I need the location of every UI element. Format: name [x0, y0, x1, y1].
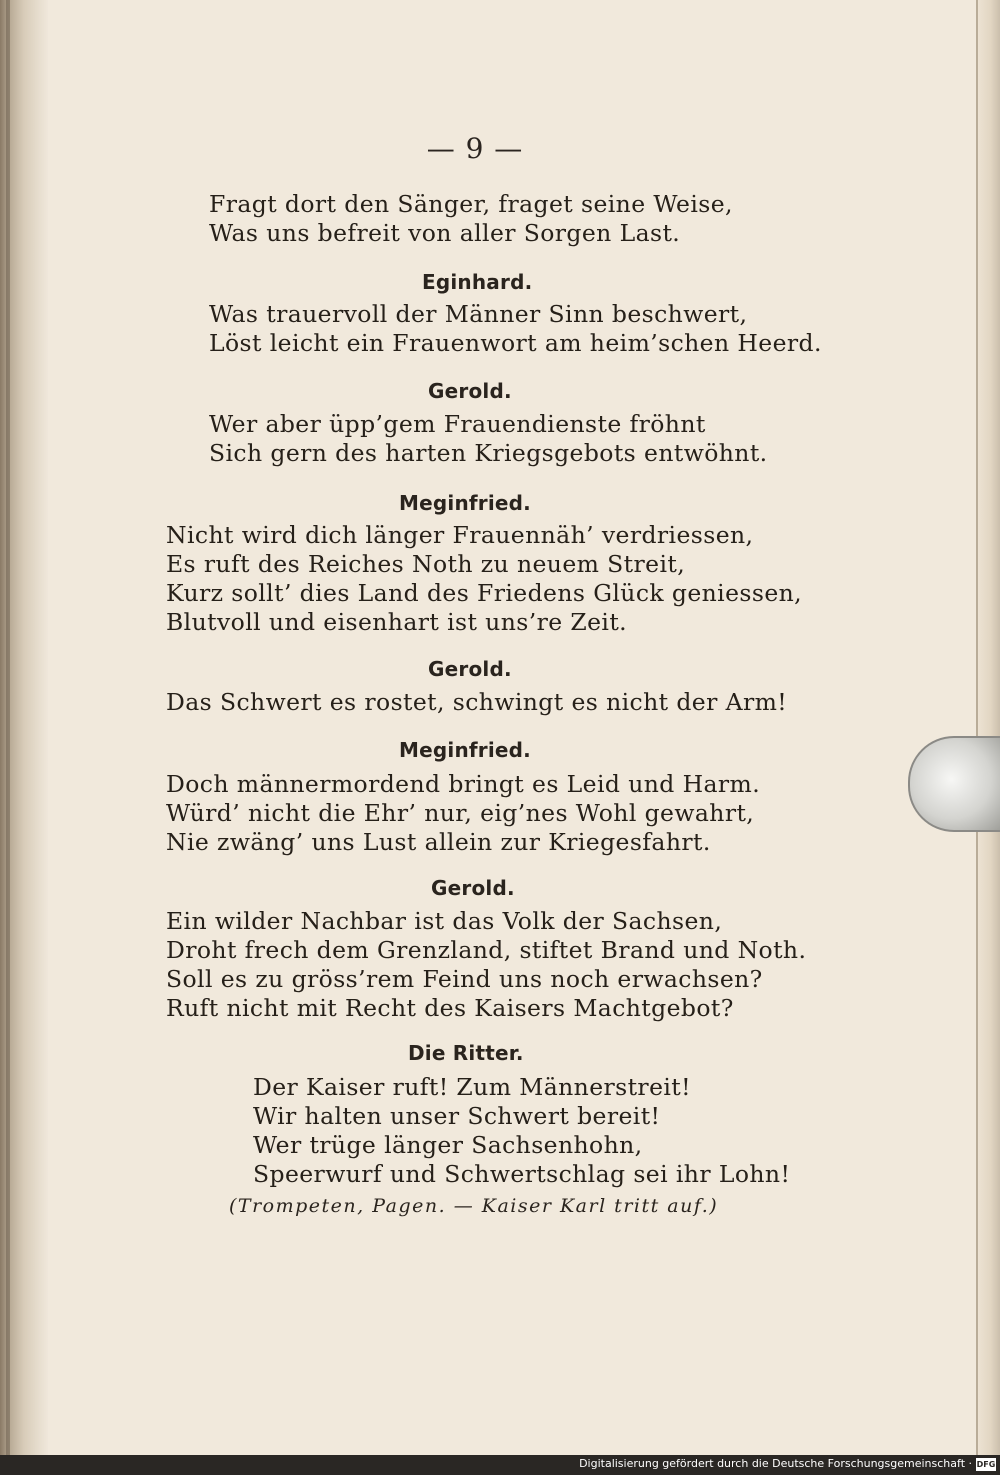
- verse-line: Wer aber üpp’gem Frauendienste fröhnt: [209, 410, 706, 438]
- verse-line: Nie zwäng’ uns Lust allein zur Kriegesfahrt.: [166, 828, 711, 856]
- verse-line: Speerwurf und Schwertschlag sei ihr Lohn!: [253, 1160, 791, 1188]
- footer-bar: [0, 1455, 1000, 1475]
- speaker-name: Die Ritter.: [408, 1041, 524, 1065]
- verse-line: Doch männermordend bringt es Leid und Harm.: [166, 770, 761, 798]
- verse-line: Würd’ nicht die Ehr’ nur, eig’nes Wohl gewahrt,: [166, 799, 755, 827]
- speaker-name: Meginfried.: [399, 491, 531, 515]
- verse-line: Der Kaiser ruft! Zum Männerstreit!: [253, 1073, 691, 1101]
- footer-credit: Digitalisierung gefördert durch die Deutsche Forschungsgemeinschaft ·: [579, 1457, 972, 1470]
- speaker-name: Meginfried.: [399, 738, 531, 762]
- verse-line: Was uns befreit von aller Sorgen Last.: [209, 219, 681, 247]
- speaker-name: Gerold.: [428, 657, 512, 681]
- verse-line: Blutvoll und eisenhart ist uns’re Zeit.: [166, 608, 628, 636]
- verse-line: Es ruft des Reiches Noth zu neuem Streit,: [166, 550, 686, 578]
- page-holder-clip: [908, 736, 1000, 832]
- verse-line: Kurz sollt’ dies Land des Friedens Glück geniessen,: [166, 579, 803, 607]
- verse-line: Nicht wird dich länger Frauennäh’ verdriessen,: [166, 521, 754, 549]
- verse-line: Soll es zu gröss’rem Feind uns noch erwachsen?: [166, 965, 763, 993]
- speaker-name: Eginhard.: [422, 270, 533, 294]
- stage-direction: (Trompeten, Pagen. — Kaiser Karl tritt auf.): [229, 1195, 719, 1217]
- verse-line: Wer trüge länger Sachsenhohn,: [253, 1131, 643, 1159]
- verse-line: Ruft nicht mit Recht des Kaisers Machtgebot?: [166, 994, 734, 1022]
- verse-line: Droht frech dem Grenzland, stiftet Brand und Noth.: [166, 936, 807, 964]
- speaker-name: Gerold.: [428, 379, 512, 403]
- verse-line: Ein wilder Nachbar ist das Volk der Sachsen,: [166, 907, 723, 935]
- page-edge-line: [976, 0, 978, 1455]
- verse-line: Löst leicht ein Frauenwort am heim’schen Heerd.: [209, 329, 822, 357]
- verse-line: Sich gern des harten Kriegsgebots entwöhnt.: [209, 439, 768, 467]
- verse-line: Was trauervoll der Männer Sinn beschwert,: [209, 300, 748, 328]
- verse-line: Fragt dort den Sänger, fraget seine Weise,: [209, 190, 733, 218]
- page-number: — 9 —: [426, 132, 524, 165]
- verse-line: Das Schwert es rostet, schwingt es nicht der Arm!: [166, 688, 788, 716]
- dfg-logo-icon: DFG: [976, 1460, 996, 1469]
- speaker-name: Gerold.: [431, 876, 515, 900]
- binding-edge: [6, 0, 10, 1455]
- verse-line: Wir halten unser Schwert bereit!: [253, 1102, 661, 1130]
- page-edge: [976, 0, 1000, 1455]
